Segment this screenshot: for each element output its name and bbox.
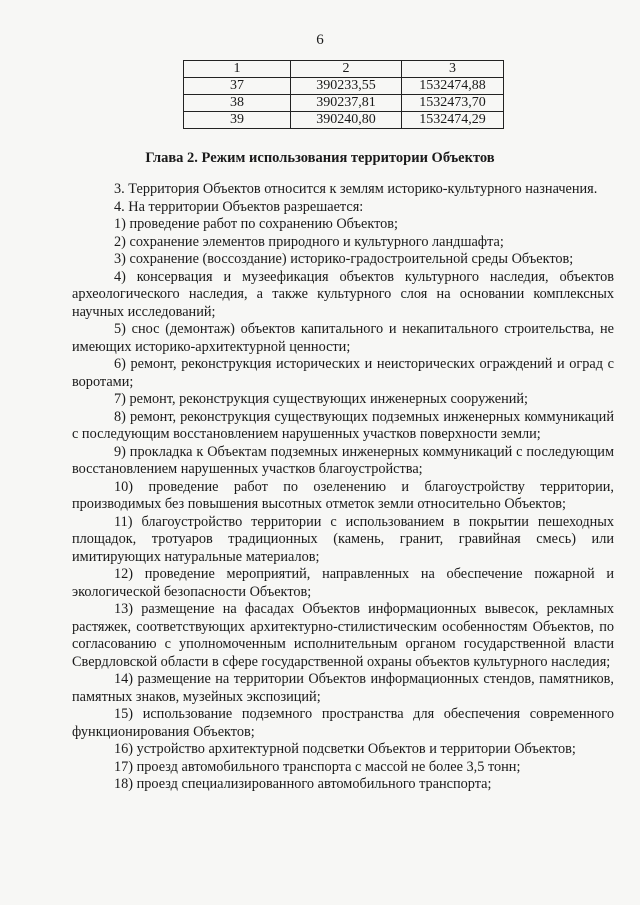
list-item: 13) размещение на фасадах Объектов информационных вывесок, рекламных растяжек, соответствующих архитектурно-стилистическим особенностям Объектов, по согласованию с уполномоченным исполнительным органом государственной власти Свердловской области в сфере государственной охраны объектов культурного наследия; [72,601,614,670]
table-cell: 390237,81 [291,95,402,112]
list-item: 16) устройство архитектурной подсветки Объектов и территории Объектов; [114,741,576,757]
document-body [72,181,614,794]
table-row [184,95,504,112]
paragraph: 4. На территории Объектов разрешается: [114,198,364,215]
list-item: 3) сохранение (воссоздание) историко-градостроительной среды Объектов; [114,251,574,267]
table-cell: 390240,80 [291,112,402,129]
list-item: 1) проведение работ по сохранению Объектов; [114,216,399,232]
table-cell: 1532473,70 [402,95,504,112]
list-item: 5) снос (демонтаж) объектов капитального и некапитального строительства, не имеющих историко-архитектурной ценности; [72,321,614,355]
list-item: 8) ремонт, реконструкция существующих подземных инженерных коммуникаций с последующим восстановлением нарушенных участков поверхности земли; [72,408,614,442]
list-item: 4) консервация и музеефикация объектов культурного наследия, объектов археологического наследия, а также культурного слоя на основании комплексных научных исследований; [72,268,614,320]
table-cell: 1532474,88 [402,78,504,95]
page-number: 6 [316,32,324,48]
table-cell: 390233,55 [291,78,402,95]
table-header-cell: 1 [184,61,291,78]
table-cell: 37 [184,78,291,95]
coordinates-table [183,60,504,129]
table-cell: 39 [184,112,291,129]
list-item: 12) проведение мероприятий, направленных на обеспечение пожарной и экологической безопасности Объектов; [72,566,614,600]
table-row [184,78,504,95]
paragraph: 3. Территория Объектов относится к землям историко-культурного назначения. [114,181,598,197]
table-header-row [184,61,504,78]
table-row [184,112,504,129]
list-item: 6) ремонт, реконструкция исторических и неисторических ограждений и оград с воротами; [72,356,614,390]
list-item: 17) проезд автомобильного транспорта с массой не более 3,5 тонн; [114,758,521,775]
table-header-cell: 3 [402,61,504,78]
list-item: 10) проведение работ по озеленению и благоустройству территории, производимых без повышения высотных отметок земли относительно Объектов; [72,478,614,512]
list-item: 2) сохранение элементов природного и культурного ландшафта; [114,233,504,250]
list-item: 9) прокладка к Объектам подземных инженерных коммуникаций с последующим восстановлением нарушенных участков благоустройства; [72,443,614,477]
list-item: 15) использование подземного пространства для обеспечения современного функционирования Объектов; [72,706,614,740]
table-cell: 38 [184,95,291,112]
list-item: 11) благоустройство территории с использованием в покрытии пешеходных площадок, тротуаров традиционных (камень, гранит, гравийная смесь) или имитирующих натуральные материалов; [72,513,614,565]
list-item: 14) размещение на территории Объектов информационных стендов, памятников, памятных знаков, музейных экспозиций; [72,671,614,705]
chapter-title: Глава 2. Режим использования территории Объектов [145,150,495,166]
list-item: 18) проезд специализированного автомобильного транспорта; [114,776,492,792]
table-cell: 1532474,29 [402,112,504,129]
table-header-cell: 2 [291,61,402,78]
list-item: 7) ремонт, реконструкция существующих инженерных сооружений; [114,391,529,407]
